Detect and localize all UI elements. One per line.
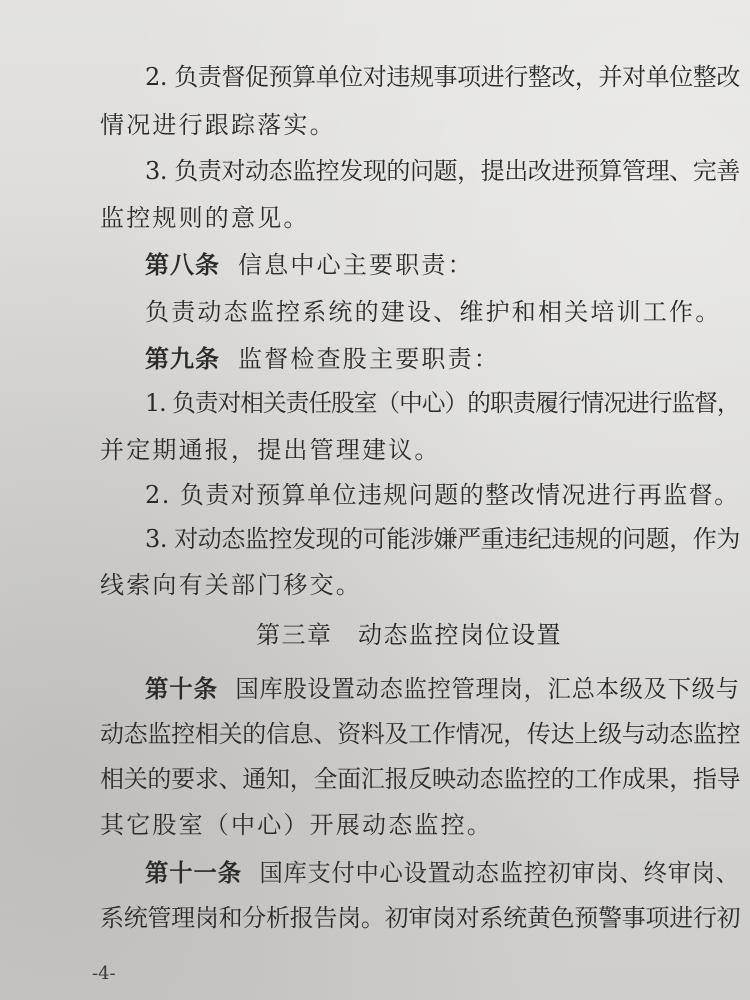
page-number: -4- [92,963,116,984]
text-line: 国库股设置动态监控管理岗，汇总本级及下级与 [235,675,740,703]
article-number: 第九条 [145,344,220,373]
text-line: 负责动态监控系统的建设、维护和相关培训工作。 [145,298,722,326]
text-line: 线索向有关部门移交。 [100,571,362,599]
text-line: 信息中心主要职责： [238,251,474,279]
text-line: 其它股室（中心）开展动态监控。 [100,811,493,839]
text-line: 国库支付中心设置动态监控初审岗、终审岗、 [259,859,740,887]
text-line: 系统管理岗和分析报告岗。初审岗对系统黄色预警事项进行初 [100,904,741,932]
text-line: 2. 负责督促预算单位对违规事项进行整改，并对单位整改 [145,63,740,91]
text-line: 1. 负责对相关责任股室（中心）的职责履行情况进行监督， [145,389,740,417]
chapter-title: 第三章 动态监控岗位设置 [256,621,562,649]
article-paragraph [145,674,740,704]
text-line: 3. 负责对动态监控发现的问题，提出改进预算管理、完善 [145,157,740,185]
text-line: 2. 负责对预算单位违规问题的整改情况进行再监督。 [145,481,740,509]
text-line: 并定期通报，提出管理建议。 [100,436,441,464]
article-number: 第十条 [145,674,218,703]
text-line: 情况进行跟踪落实。 [100,111,336,139]
article-number: 第十一条 [145,858,243,887]
article-paragraph [145,250,474,280]
article-number: 第八条 [145,250,220,279]
text-line: 3. 对动态监控发现的可能涉嫌严重违纪违规的问题，作为 [145,525,740,553]
text-line: 动态监控相关的信息、资料及工作情况，传达上级与动态监控 [100,720,741,748]
text-line: 监督检查股主要职责： [238,345,500,373]
text-line: 相关的要求、通知，全面汇报反映动态监控的工作成果，指导 [100,765,741,793]
text-line: 监控规则的意见。 [100,204,310,232]
article-paragraph [145,344,500,374]
article-paragraph [145,858,740,888]
